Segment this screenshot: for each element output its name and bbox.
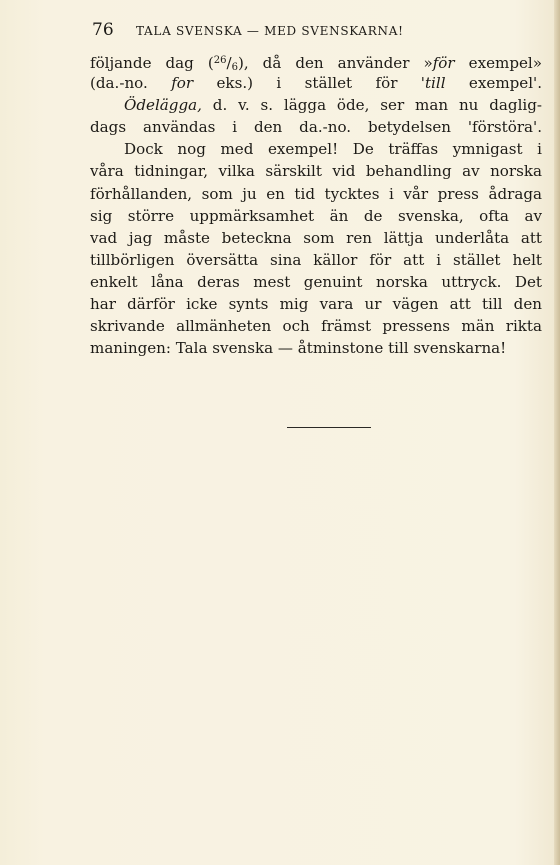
text-line-8: sig större uppmärksamhet än de svenska, ofta av <box>90 206 542 225</box>
text-segment: följande dag ( <box>90 54 214 72</box>
page-header <box>92 18 532 42</box>
text-segment: exempel» <box>454 54 542 72</box>
italic-term: for <box>171 74 194 93</box>
text-segment: ), då den använder » <box>237 54 433 72</box>
fraction-numerator: 26 <box>213 55 227 66</box>
running-head: TALA SVENSKA — MED SVENSKARNA! <box>136 24 404 38</box>
text-line-12: har därför icke synts mig vara ur vägen att till den <box>90 295 542 314</box>
text-line-6: våra tidningar, vilka särskilt vid behandling av norska <box>90 162 542 181</box>
italic-term: för <box>432 54 455 72</box>
page-edge-shadow <box>554 0 560 865</box>
text-segment: d. v. s. lägga öde, ser man nu daglig- <box>201 96 542 115</box>
text-line-11: enkelt låna deras mest genuint norska uttryck. Det <box>90 272 542 291</box>
text-line-3 <box>90 94 542 116</box>
text-line-4: dags användas i den da.-no. betydelsen 'förstöra'. <box>90 118 542 137</box>
body-text <box>90 50 542 359</box>
text-line-14: maningen: Tala svenska — åtminstone till svenskarna! <box>90 339 507 358</box>
text-segment: (da.-no. <box>90 74 172 93</box>
text-line-2 <box>90 72 542 94</box>
text-line-7: förhållanden, som ju en tid tycktes i vår press ådraga <box>90 184 542 203</box>
text-line-10: tillbörligen översätta sina källor för att i stället helt <box>90 250 542 269</box>
text-line-13: skrivande allmänheten och främst pressens män rikta <box>90 317 542 336</box>
page-number: 76 <box>92 20 114 40</box>
section-divider <box>287 427 371 428</box>
text-segment: eks.) i stället för ' <box>193 74 425 93</box>
text-line-5: Dock nog med exempel! De träffas ymnigast i <box>124 140 542 159</box>
italic-term: Ödelägga, <box>124 96 202 115</box>
text-line-9: vad jag måste beteckna som ren lättja underlåta att <box>90 228 542 247</box>
fraction-denominator: 6 <box>231 62 238 73</box>
text-segment: exempel'. <box>445 74 542 93</box>
italic-term: till <box>424 74 446 93</box>
text-line-1 <box>90 50 542 72</box>
fraction-separator: / <box>226 54 232 72</box>
